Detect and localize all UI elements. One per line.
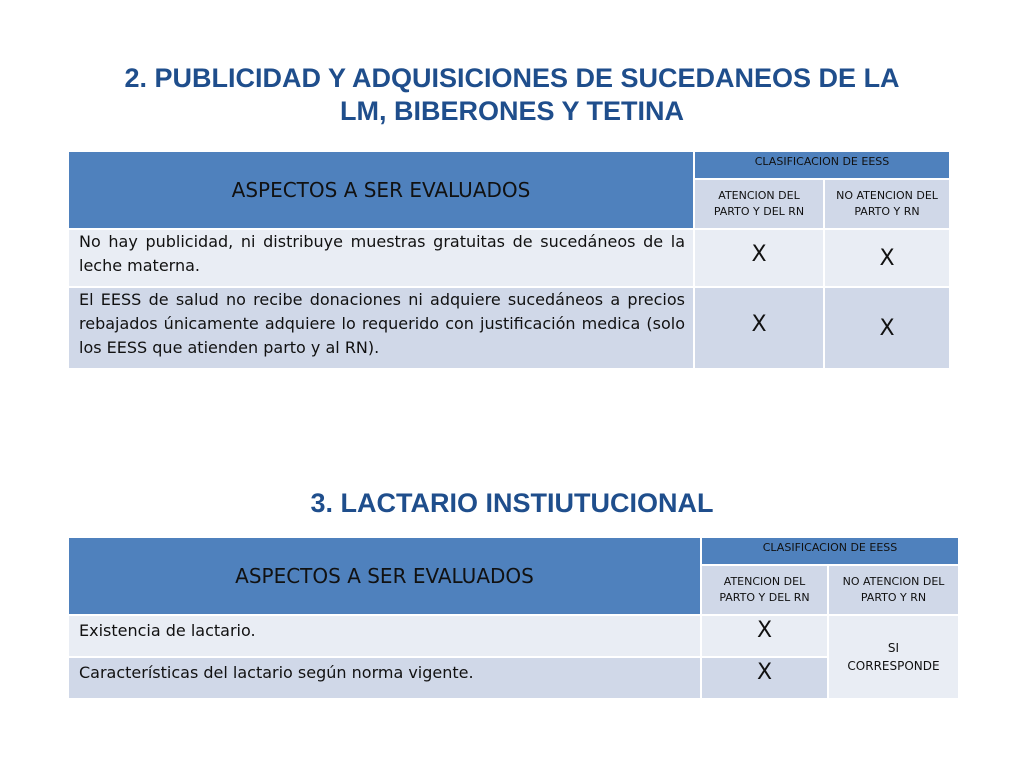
header-clasificacion: CLASIFICACION DE EESS <box>694 151 950 179</box>
si-corresponde-cell <box>828 615 959 699</box>
header-no-atencion-line1: NO ATENCION DEL <box>836 189 938 202</box>
title-line-2: LM, BIBERONES Y TETINA <box>339 96 685 126</box>
header-no-atencion-line2: PARTO Y RN <box>854 205 920 218</box>
section-title-publicidad <box>0 62 1024 128</box>
header-atencion-parto <box>701 565 828 615</box>
section-title-lactario: 3. LACTARIO INSTIUTUCIONAL <box>310 488 714 518</box>
title-line-1: 2. PUBLICIDAD Y ADQUISICIONES DE SUCEDANEOS DE LA <box>124 63 900 93</box>
header-aspectos: ASPECTOS A SER EVALUADOS <box>68 537 701 615</box>
mark-atencion: X <box>694 229 824 287</box>
mark-atencion: X <box>701 615 828 657</box>
aspect-text: Características del lactario según norma vigente. <box>68 657 701 699</box>
si-corresponde-line1: SI <box>887 641 900 655</box>
aspect-text: El EESS de salud no recibe donaciones ni adquiere sucedáneos a precios rebajados únicamente adquiere lo requerido con justificación medica (solo los EESS que atienden parto y al RN). <box>68 287 694 369</box>
aspect-text: No hay publicidad, ni distribuye muestras gratuitas de sucedáneos de la leche materna. <box>68 229 694 287</box>
mark-no-atencion: X <box>824 229 950 287</box>
header-no-atencion-line2: PARTO Y RN <box>860 591 927 604</box>
header-no-atencion-line1: NO ATENCION DEL <box>842 575 945 588</box>
header-no-atencion-parto <box>828 565 959 615</box>
table-row <box>68 287 950 369</box>
aspect-text: Existencia de lactario. <box>68 615 701 657</box>
header-atencion-line1: ATENCION DEL <box>718 189 800 202</box>
header-atencion-parto <box>694 179 824 229</box>
evaluation-table-lactario <box>67 536 960 700</box>
header-aspectos: ASPECTOS A SER EVALUADOS <box>68 151 694 229</box>
mark-atencion: X <box>694 287 824 369</box>
header-clasificacion: CLASIFICACION DE EESS <box>701 537 959 565</box>
table-row <box>68 229 950 287</box>
header-atencion-line2: PARTO Y DEL RN <box>713 205 805 218</box>
header-atencion-line2: PARTO Y DEL RN <box>719 591 810 604</box>
table-row <box>68 657 959 699</box>
evaluation-table-publicidad <box>67 150 951 370</box>
mark-no-atencion: X <box>824 287 950 369</box>
si-corresponde-line2: CORRESPONDE <box>847 659 940 673</box>
header-atencion-line1: ATENCION DEL <box>723 575 806 588</box>
header-no-atencion-parto <box>824 179 950 229</box>
table-row <box>68 615 959 657</box>
mark-atencion: X <box>701 657 828 699</box>
